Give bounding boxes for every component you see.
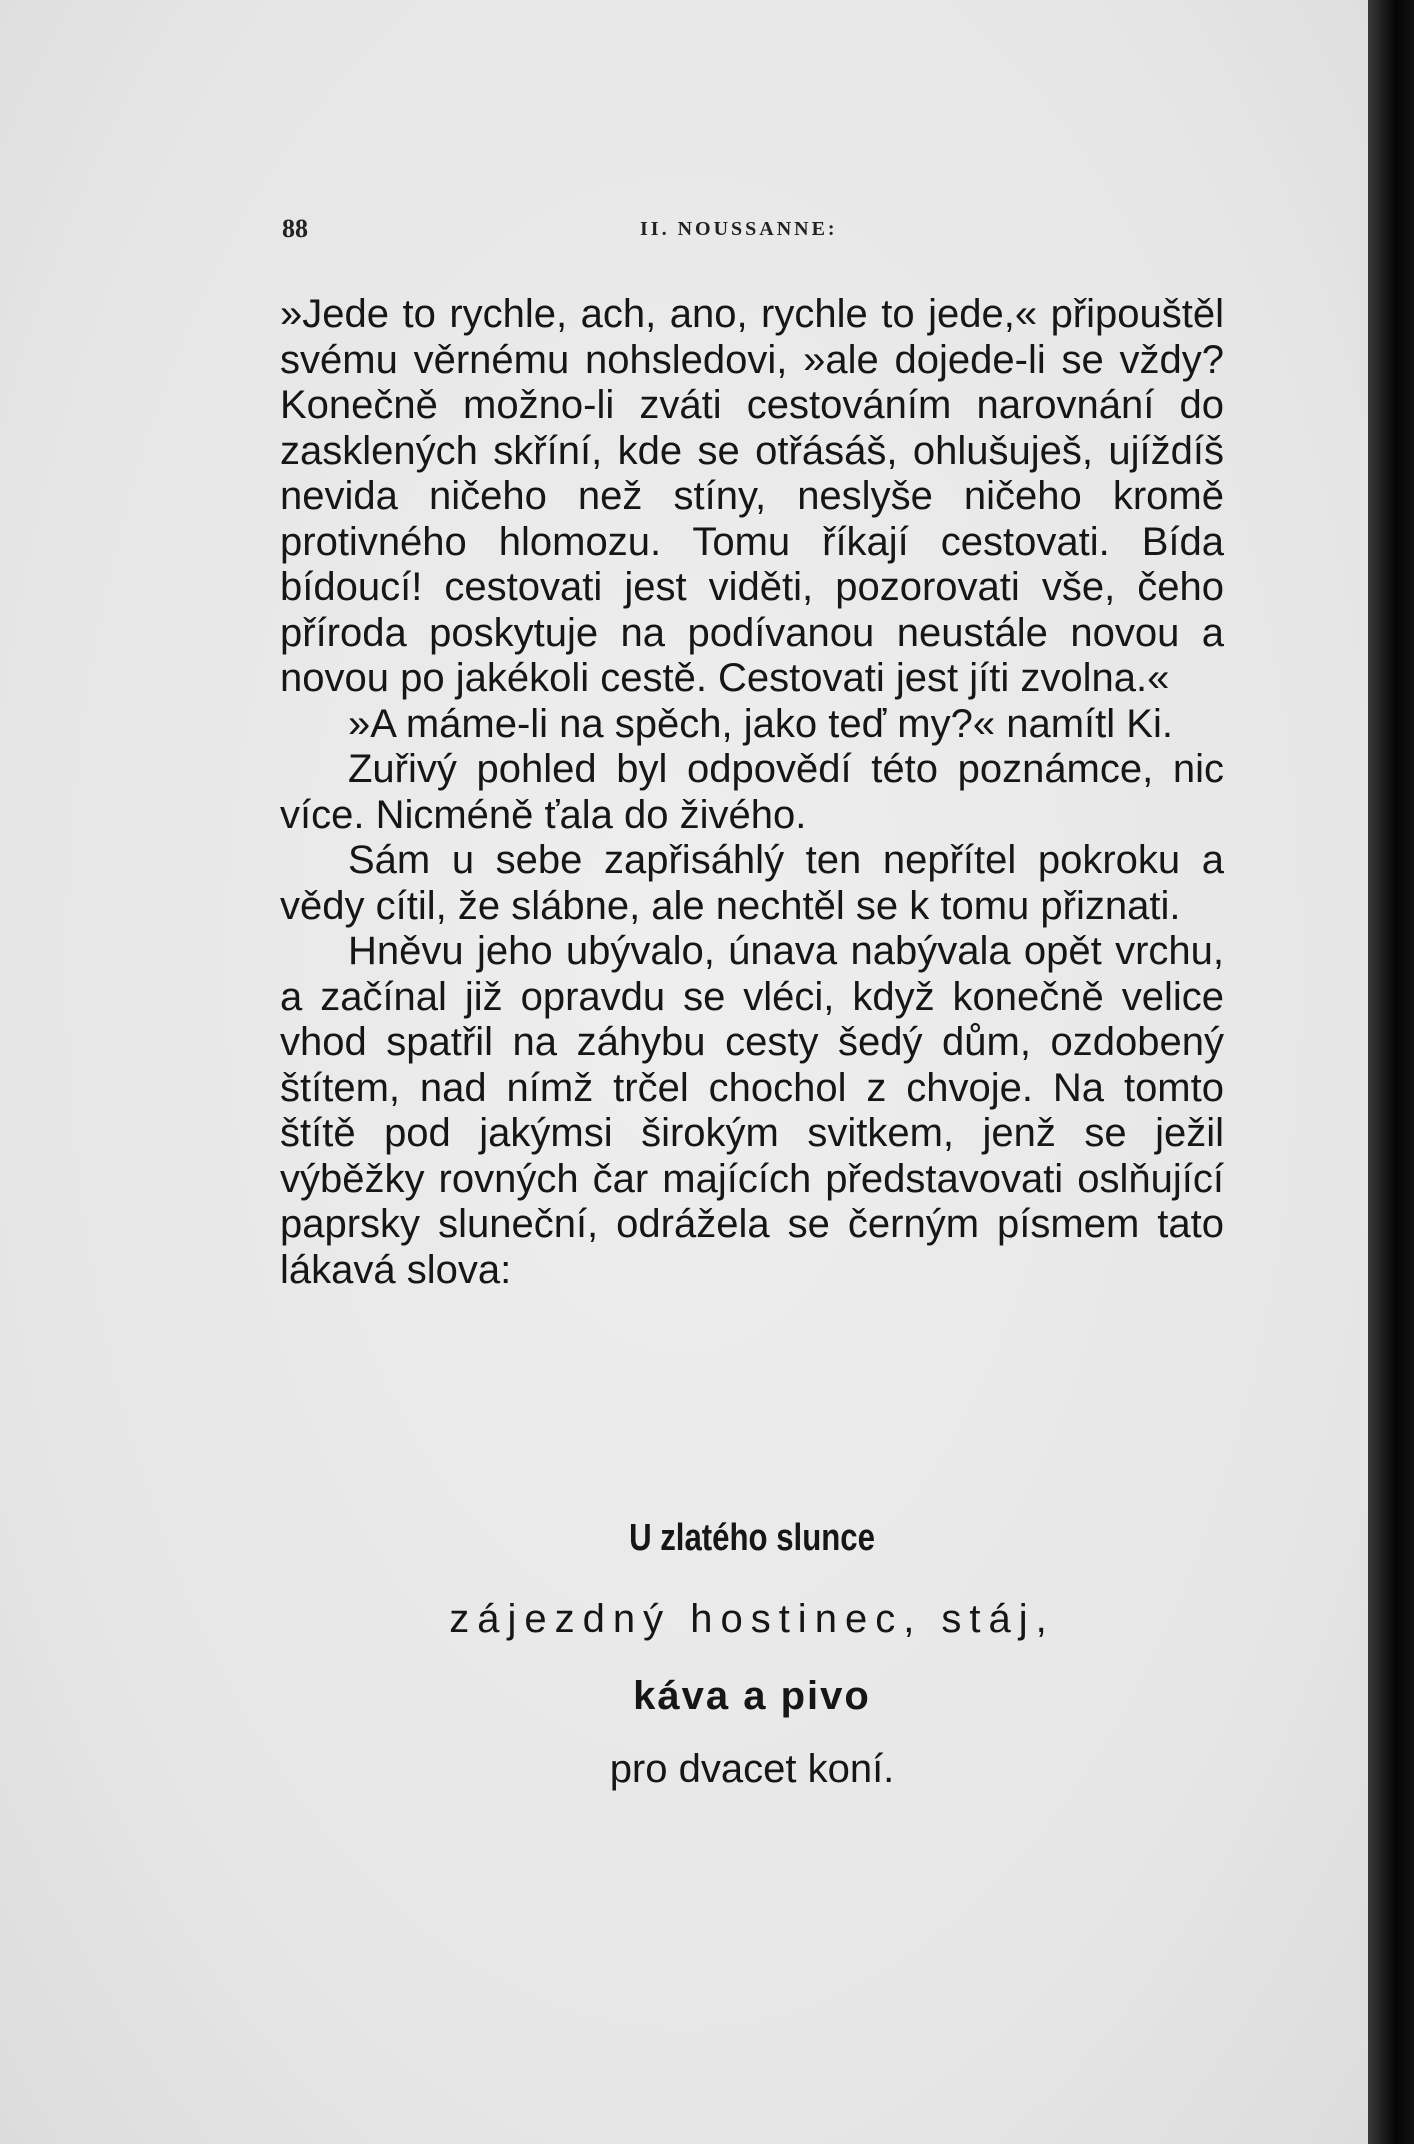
sign-title: U zlatého slunce [629,1517,875,1559]
paragraph-1: »Jede to rychle, ach, ano, rychle to jede,« připouštěl svému věrnému nohsledovi, »ale dojede-li se vždy? Konečně možno-li zváti cestováním narovnání do zasklených skříní, kde se otřásáš, ohlušuješ, ujíždíš nevida ničeho než stíny, neslyše ničeho kromě protivného hlomozu. Tomu říkají cestovati. Bída bídoucí! cestovati jest viděti, pozorovati vše, čeho příroda poskytuje na podívanou neustále novou a novou po jakékoli cestě. Cestovati jest jíti zvolna.« [280,292,1224,700]
running-head: II. NOUSSANNE: [640,218,838,240]
sign-line-coffee: káva a pivo [633,1674,871,1718]
sign-line-horses: pro dvacet koní. [609,1747,895,1791]
inn-sign-text [280,1508,1224,1806]
page-number: 88 [282,214,308,243]
scan-dark-edge [1368,0,1414,2144]
body-text [280,292,1224,1293]
paragraph-5: Hněvu jeho ubývalo, únava nabývala opět vrchu, a začínal již opravdu se vléci, když konečně velice vhod spatřil na záhybu cesty šedý dům, ozdobený štítem, nad nímž trčel chochol z chvoje. Na tomto štítě pod jakýmsi širokým svitkem, jenž se ježil výběžky rovných čar majících představovati oslňující paprsky sluneční, odrážela se černým písmem tato lákavá slova: [280,929,1224,1292]
page-header [282,214,1226,254]
sign-line-inn: zájezdný hostinec, stáj, [449,1597,1055,1641]
paragraph-2: »A máme-li na spěch, jako teď my?« namítl Ki. [348,701,1173,746]
paragraph-4: Sám u sebe zapřisáhlý ten nepřítel pokroku a vědy cítil, že slábne, ale nechtěl se k tomu přiznati. [280,838,1224,928]
paragraph-3: Zuřivý pohled byl odpovědí této poznámce, nic více. Nicméně ťala do živého. [280,747,1224,837]
